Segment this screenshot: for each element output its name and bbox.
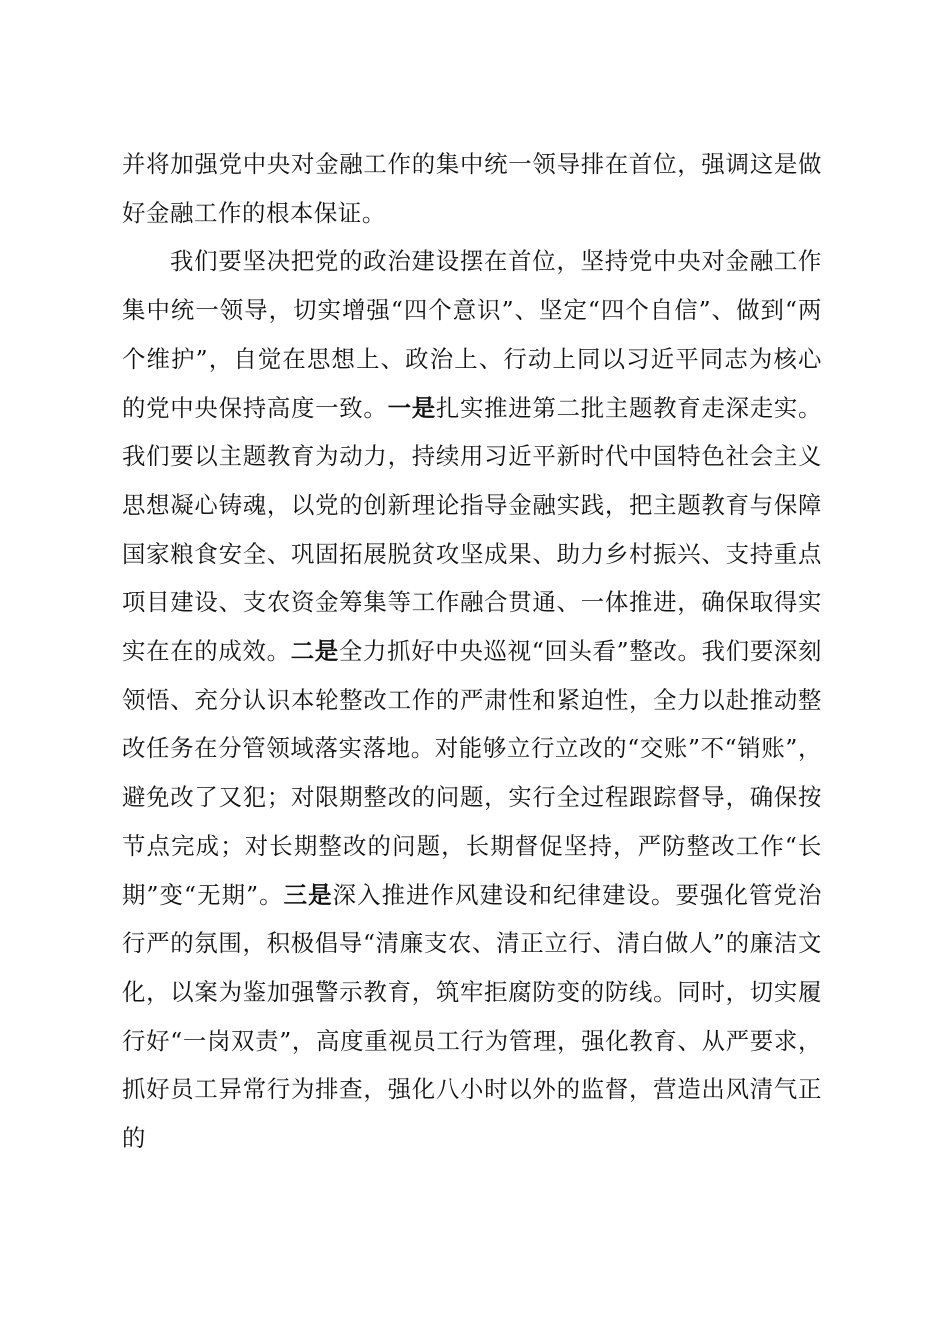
document-body xyxy=(122,140,822,1163)
point-1-label: 一是 xyxy=(387,393,436,422)
point-3-text: 深入推进作风建设和纪律建设。要强化管党治行严的氛围，积极倡导“清廉支农、清正立行、清白做人”的廉洁文化，以案为鉴加强警示教育，筑牢拒腐防变的防线。同时，切实履行好“一岗双责”，高度重视员工行为管理，强化教育、从严要求，抓好员工异常行为排查，强化八小时以外的监督，营造出风清气正的 xyxy=(122,880,823,1153)
paragraph-intro: 我们要坚决把党的政治建设摆在首位，坚持党中央对金融工作集中统一领导，切实增强“四个意识”、坚定“四个自信”、做到“两个维护”，自觉在思想上、政治上、行动上同以习近平同志为核心的党中央保持高度一致。 xyxy=(122,247,822,422)
paragraph-continuation: 并将加强党中央对金融工作的集中统一领导排在首位，强调这是做好金融工作的根本保证。 xyxy=(122,150,822,227)
point-3-label: 三是 xyxy=(283,880,333,909)
paragraph-main xyxy=(122,237,822,1162)
point-2-text: 全力抓好中央巡视“回头看”整改。我们要深刻领悟、充分认识本轮整改工作的严肃性和紧迫性，全力以赴推动整改任务在分管领域落实落地。对能够立行立改的“交账”不“销账”，避免改了又犯；对限期整改的问题，实行全过程跟踪督导，确保按节点完成；对长期整改的问题，长期督促坚持，严防整改工作“长期”变“无期”。 xyxy=(122,637,823,909)
point-1-text: 扎实推进第二批主题教育走深走实。我们要以主题教育为动力，持续用习近平新时代中国特色社会主义思想凝心铸魂，以党的创新理论指导金融实践，把主题教育与保障国家粮食安全、巩固拓展脱贫攻坚成果、助力乡村振兴、支持重点项目建设、支农资金筹集等工作融合贯通、一体推进，确保取得实实在在的成效。 xyxy=(122,393,823,666)
point-2-label: 二是 xyxy=(290,637,339,666)
